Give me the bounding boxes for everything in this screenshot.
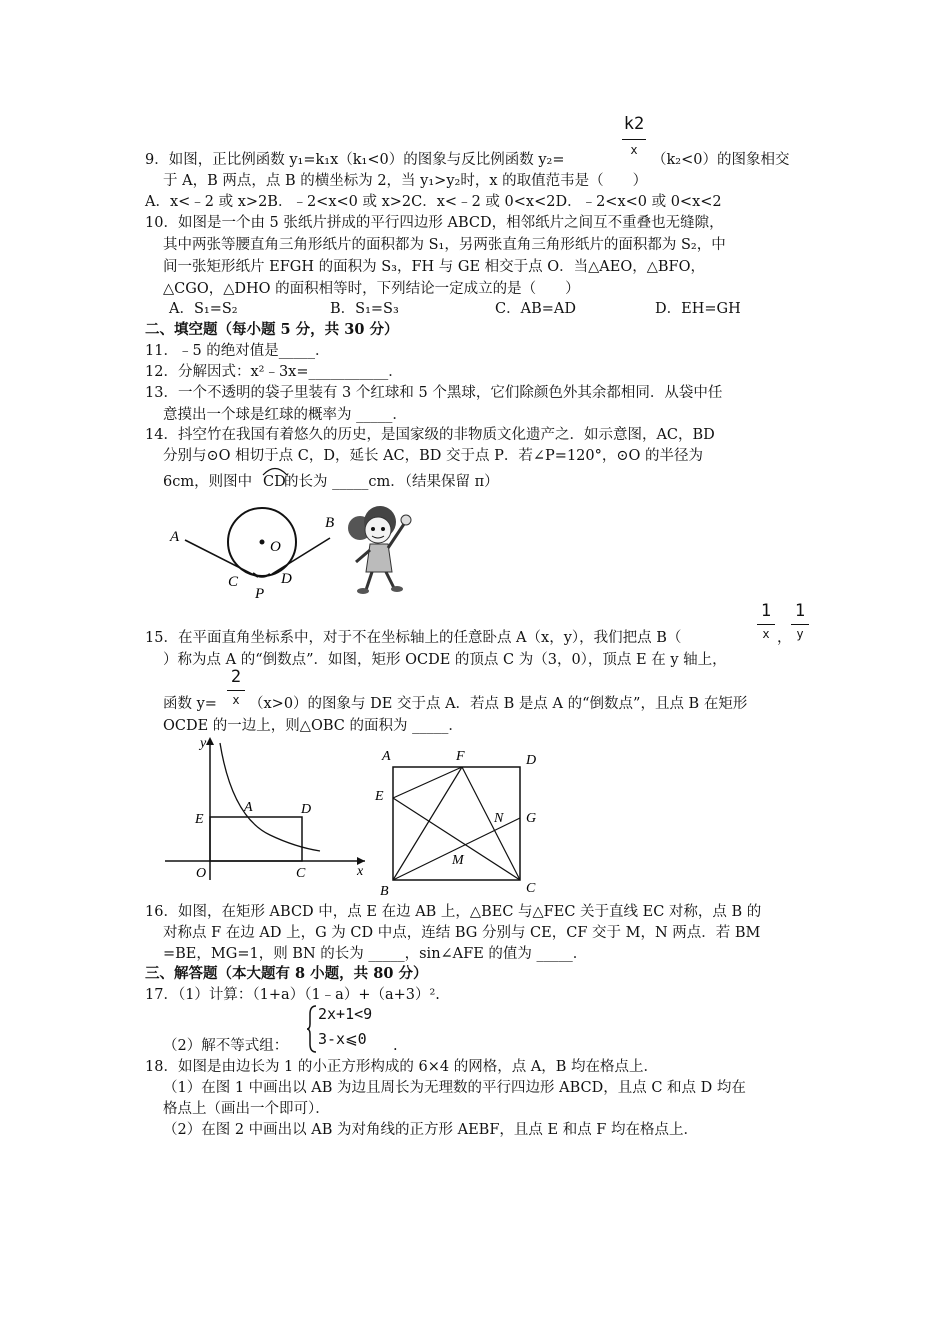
label-y: y <box>200 736 207 751</box>
q9-fraction-denominator: x <box>630 143 638 157</box>
q10-line1: 10．如图是一个由 5 张纸片拼成的平行四边形 ABCD，相邻纸片之间互不重叠也无缝隙， <box>145 215 724 231</box>
label-d: D <box>526 753 537 768</box>
q15-frac1-bar <box>757 624 775 625</box>
cartoon-child-icon <box>348 506 411 594</box>
q9-fraction-bar <box>622 139 646 140</box>
label-a: A <box>170 529 180 545</box>
q15-frac1-numerator: 1 <box>760 601 772 621</box>
q16-line2: 对称点 F 在边 AD 上，G 为 CD 中点，连结 BG 分别与 CE，CF 交于 M，N 两点．若 BM <box>163 925 761 941</box>
q9-line1-a: 9．如图，正比例函数 y₁=k₁x（k₁<0）的图象与反比例函数 y₂= <box>145 152 565 168</box>
q9-line2: 于 A，B 两点，点 B 的横坐标为 2，当 y₁>y₂时，x 的取值范韦是（ ） <box>163 173 648 189</box>
q13-line2: 意摸出一个球是红球的概率为 _____． <box>163 407 407 423</box>
q18-line1: 18．如图是由边长为 1 的小正方形构成的 6×4 的网格，点 A，B 均在格点上． <box>145 1059 659 1075</box>
q15-line2: ）称为点 A 的“倒数点”．如图，矩形 OCDE 的顶点 C 为（3，0），顶点 E 在 y 轴上， <box>163 652 727 668</box>
q14-line3-b: 的长为 _____cm．（结果保留 π） <box>284 474 499 490</box>
label-a: A <box>382 749 391 764</box>
label-a: A <box>244 800 253 815</box>
q18-line3: 格点上（画出一个即可）． <box>163 1101 330 1117</box>
rectangle-ocde <box>210 817 302 861</box>
label-p: P <box>255 586 265 602</box>
q10-option-c: C．AB=AD <box>495 301 576 317</box>
hyperbola-curve <box>220 743 320 851</box>
q15-frac2-numerator: 1 <box>794 601 806 621</box>
label-x: x <box>357 864 364 879</box>
q10-option-a: A．S₁=S₂ <box>169 301 238 317</box>
q17-inequality-2: 3-x⩽0 <box>318 1030 367 1048</box>
q16-line1: 16．如图，在矩形 ABCD 中，点 E 在边 AB 上，△BEC 与△FEC 关于直线 EC 对称，点 B 的 <box>145 904 762 920</box>
section2-title: 二、填空题（每小题 5 分，共 30 分） <box>145 321 399 338</box>
q10-line4: △CGO，△DHO 的面积相等时，下列结论一定成立的是（ ） <box>163 281 580 297</box>
label-o: O <box>270 539 281 555</box>
segment-ef <box>393 767 462 798</box>
q17-inequality-1: 2x+1<9 <box>318 1005 373 1023</box>
q15-frac3-denominator: x <box>232 693 240 707</box>
q12: 12．分解因式：x²﹣3x=___________． <box>145 364 403 380</box>
figure-16 <box>370 740 550 900</box>
q15-frac3-bar <box>227 690 245 691</box>
q15-line1: 15．在平面直角坐标系中，对于不在坐标轴上的任意卧点 A（x，y），我们把点 B（ <box>145 630 682 646</box>
label-e: E <box>195 812 204 827</box>
label-d: D <box>301 802 312 817</box>
q10-line2: 其中两张等腰直角三角形纸片的面积都为 S₁，另两张直角三角形纸片的面积都为 S₂，中 <box>163 237 726 253</box>
q14-arc-label: CD <box>263 474 286 490</box>
q15-line4: OCDE 的一边上，则△OBC 的面积为 _____． <box>163 718 463 734</box>
label-b: B <box>380 884 389 899</box>
q15-line3-a: 函数 y= <box>163 696 217 712</box>
label-c: C <box>228 574 239 590</box>
figure-14 <box>160 500 430 605</box>
label-c: C <box>526 881 536 896</box>
q14-line2: 分别与⊙O 相切于点 C，D，延长 AC，BD 交于点 P．若∠P=120°，⊙O 的半径为 <box>163 448 704 464</box>
q14-line1: 14．抖空竹在我国有着悠久的历史，是国家级的非物质文化遗产之．如示意图，AC，BD <box>145 427 715 443</box>
arc-symbol-icon <box>260 464 290 476</box>
q10-line3: 间一张矩形纸片 EFGH 的面积为 S₃，FH 与 GE 相交于点 O．当△AEO，△BFO， <box>163 259 705 275</box>
q17-line1: 17．（1）计算：（1+a）（1﹣a）+（a+3）². <box>145 987 440 1003</box>
q9-fraction-numerator: k2 <box>623 114 645 134</box>
q10-option-d: D．EH=GH <box>655 301 741 317</box>
center-point <box>260 540 265 545</box>
tangent-ac <box>185 540 258 577</box>
section3-title: 三、解答题（本大题有 8 小题，共 80 分） <box>145 965 428 982</box>
label-m: M <box>452 853 464 868</box>
figure-15 <box>160 735 375 885</box>
label-b: B <box>325 515 335 531</box>
q14-line3-a: 6cm，则图中 <box>163 474 253 490</box>
q15-frac2-bar <box>791 624 809 625</box>
q18-line4: （2）在图 2 中画出以 AB 为对角线的正方形 AEBF，且点 E 和点 F 均在格点上． <box>163 1122 698 1138</box>
segment-fc <box>462 767 520 880</box>
q10-option-b: B．S₁=S₃ <box>330 301 399 317</box>
q18-line2: （1）在图 1 中画出以 AB 为边且周长为无理数的平行四边形 ABCD，且点 C 和点 D 均在 <box>163 1080 746 1096</box>
label-d: D <box>281 571 292 587</box>
label-c: C <box>296 866 306 881</box>
brace-icon <box>306 1004 318 1054</box>
label-n: N <box>494 811 504 826</box>
q17-line2: （2）解不等式组： <box>163 1038 289 1054</box>
q9-line1-b: （k₂<0）的图象相交 <box>652 152 790 168</box>
q9-options: A．x<﹣2 或 x>2B．﹣2<x<0 或 x>2C．x<﹣2 或 0<x<2D．﹣2<x<0 或 0<x<2 <box>145 194 722 210</box>
label-f: F <box>456 749 465 764</box>
q11: 11．﹣5 的绝对值是_____． <box>145 343 330 359</box>
q15-frac1-denominator: x <box>762 627 770 641</box>
q15-line1-comma: ， <box>777 630 792 646</box>
q13-line1: 13．一个不透明的袋子里装有 3 个红球和 5 个黑球，它们除颜色外其余都相同．从袋中任 <box>145 385 723 401</box>
q15-frac3-numerator: 2 <box>230 667 242 687</box>
q16-line3: =BE，MG=1，则 BN 的长为 _____，sin∠AFE 的值为 _____． <box>163 946 588 962</box>
label-e: E <box>375 789 384 804</box>
q15-frac2-denominator: y <box>796 627 804 641</box>
label-g: G <box>526 811 537 826</box>
q17-line2-end: . <box>393 1038 398 1054</box>
label-o: O <box>196 866 207 881</box>
q15-line3-b: （x>0）的图象与 DE 交于点 A．若点 B 是点 A 的“倒数点”，且点 B 在矩形 <box>249 696 748 712</box>
